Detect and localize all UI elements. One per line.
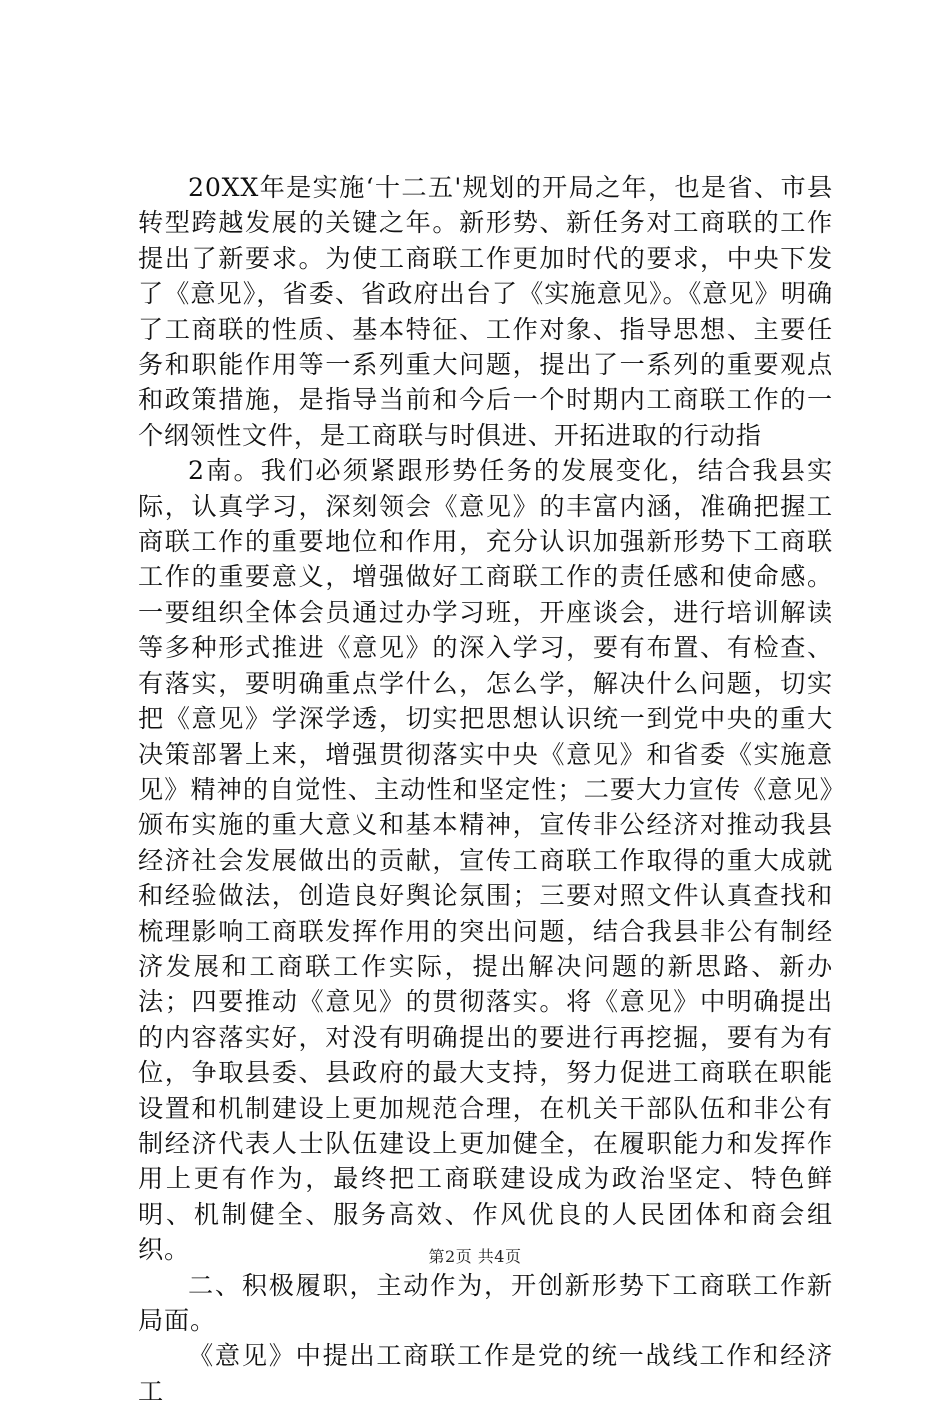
paragraph-continuation: 《意见》中提出工商联工作是党的统一战线工作和经济工	[138, 1341, 833, 1406]
document-body	[138, 170, 833, 1409]
section-heading-two: 二、积极履职，主动作为，开创新形势下工商联工作新局面。	[138, 1270, 833, 1335]
paragraph-study-tasks: 2南。我们必须紧跟形势任务的发展变化，结合我县实际，认真学习，深刻领会《意见》的丰富内涵，准确把握工商联工作的重要地位和作用，充分认识加强新形势下工商联工作的重要意义，增强做好工商联工作的责任感和使命感。一要组织全体会员通过办学习班，开座谈会，进行培训解读等多种形式推进《意见》的深入学习，要有布置、有检查、有落实，要明确重点学什么，怎么学，解决什么问题，切实把《意见》学深学透，切实把思想认识统一到党中央的重大决策部署上来，增强贯彻落实中央《意见》和省委《实施意见》精神的自觉性、主动性和坚定性；二要大力宣传《意见》颁布实施的重大意义和基本精神，宣传非公经济对推动我县经济社会发展做出的贡献，宣传工商联工作取得的重大成就和经验做法，创造良好舆论氛围；三要对照文件认真查找和梳理影响工商联发挥作用的突出问题，结合我县非公有制经济发展和工商联工作实际，提出解决问题的新思路、新办法；四要推动《意见》的贯彻落实。将《意见》中明确提出的内容落实好，对没有明确提出的要进行再挖掘，要有为有位，争取县委、县政府的最大支持，努力促进工商联在职能设置和机制建设上更加规范合理，在机关干部队伍和非公有制经济代表人士队伍建设上更加健全，在履职能力和发挥作用上更有作为，最终把工商联建设成为政治坚定、特色鲜明、机制健全、服务高效、作风优良的人民团体和商会组织。	[138, 456, 833, 1265]
paragraph-intro: 20XX年是实施‘十二五'规划的开局之年，也是省、市县转型跨越发展的关键之年。新形势、新任务对工商联的工作提出了新要求。为使工商联工作更加时代的要求，中央下发了《意见》，省委、省政府出台了《实施意见》。《意见》明确了工商联的性质、基本特征、工作对象、指导思想、主要任务和职能作用等一系列重大问题，提出了一系列的重要观点和政策措施，是指导当前和今后一个时期内工商联工作的一个纲领性文件，是工商联与时俱进、开拓进取的行动指	[138, 173, 833, 450]
page-footer: 第2页 共4页	[428, 1247, 522, 1266]
